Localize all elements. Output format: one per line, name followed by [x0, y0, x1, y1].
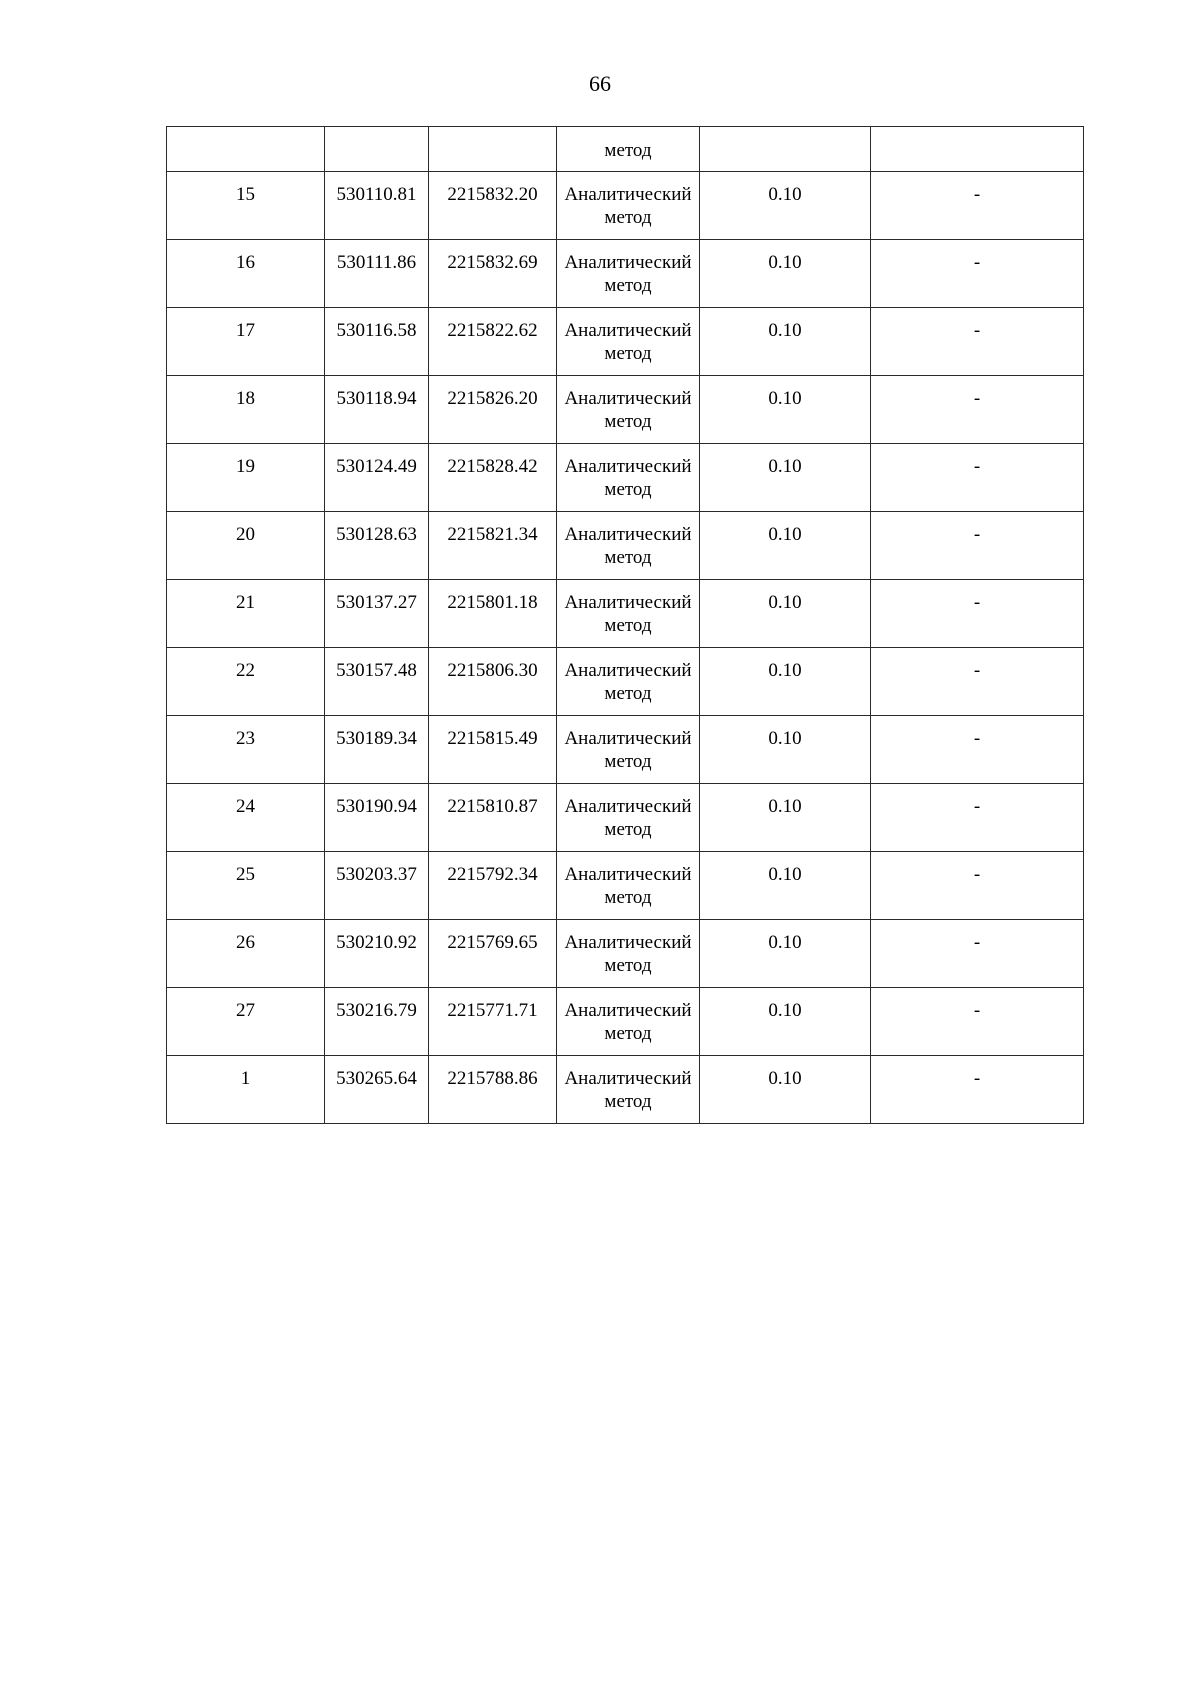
cell-note: - [871, 1056, 1084, 1124]
cell-num: 16 [167, 240, 325, 308]
cell-x: 530118.94 [325, 376, 429, 444]
table-row [167, 172, 1084, 240]
table-row [167, 376, 1084, 444]
cell-num: 20 [167, 512, 325, 580]
table-row [167, 716, 1084, 784]
cell-y: 2215832.69 [429, 240, 557, 308]
cell-x: 530111.86 [325, 240, 429, 308]
cell-note: - [871, 648, 1084, 716]
cell-num: 23 [167, 716, 325, 784]
cell-x: 530210.92 [325, 920, 429, 988]
table-row [167, 988, 1084, 1056]
cell-y: 2215801.18 [429, 580, 557, 648]
cell-accuracy: 0.10 [700, 172, 871, 240]
cell-num: 22 [167, 648, 325, 716]
method-line-2: метод [604, 819, 652, 840]
cell-accuracy: 0.10 [700, 580, 871, 648]
method-line-2: метод [604, 887, 652, 908]
cell-y: 2215828.42 [429, 444, 557, 512]
cell-note: - [871, 240, 1084, 308]
cell-note: - [871, 172, 1084, 240]
cell-method [557, 240, 700, 308]
cell-method [557, 784, 700, 852]
cell-note: - [871, 512, 1084, 580]
cell-x: 530216.79 [325, 988, 429, 1056]
cell-y: 2215792.34 [429, 852, 557, 920]
table-row [167, 784, 1084, 852]
cell-num: 1 [167, 1056, 325, 1124]
cell-method [557, 580, 700, 648]
cell-accuracy: 0.10 [700, 852, 871, 920]
method-line-2: метод [604, 955, 652, 976]
method-line-2: метод [604, 751, 652, 772]
cell-y: 2215788.86 [429, 1056, 557, 1124]
method-line-1: Аналитический [564, 796, 692, 817]
cell-num: 18 [167, 376, 325, 444]
method-line-2: метод [604, 683, 652, 704]
cell-method [557, 172, 700, 240]
cell-num: 17 [167, 308, 325, 376]
table-row [167, 444, 1084, 512]
method-line-2: метод [604, 615, 652, 636]
cell-method [557, 308, 700, 376]
cell-x: 530137.27 [325, 580, 429, 648]
table-row [167, 308, 1084, 376]
cell-note: - [871, 988, 1084, 1056]
cell-x [325, 127, 429, 172]
cell-method [557, 444, 700, 512]
cell-accuracy: 0.10 [700, 784, 871, 852]
method-line-1: Аналитический [564, 932, 692, 953]
cell-y: 2215822.62 [429, 308, 557, 376]
cell-accuracy: 0.10 [700, 988, 871, 1056]
cell-method [557, 988, 700, 1056]
method-line-1: Аналитический [564, 1068, 692, 1089]
table-row [167, 852, 1084, 920]
cell-method [557, 716, 700, 784]
method-line-2: метод [604, 207, 652, 228]
cell-x: 530203.37 [325, 852, 429, 920]
cell-x: 530110.81 [325, 172, 429, 240]
method-line-1: Аналитический [564, 320, 692, 341]
cell-accuracy: 0.10 [700, 716, 871, 784]
method-line-1: Аналитический [564, 252, 692, 273]
cell-method [557, 852, 700, 920]
cell-note: - [871, 376, 1084, 444]
cell-num: 21 [167, 580, 325, 648]
cell-method: метод [557, 127, 700, 172]
cell-y: 2215815.49 [429, 716, 557, 784]
table-row [167, 1056, 1084, 1124]
cell-note: - [871, 308, 1084, 376]
cell-num: 24 [167, 784, 325, 852]
page-number: 66 [589, 71, 611, 96]
table-row [167, 580, 1084, 648]
method-line-2: метод [604, 1091, 652, 1112]
cell-y [429, 127, 557, 172]
cell-method [557, 920, 700, 988]
cell-note: - [871, 920, 1084, 988]
cell-num: 25 [167, 852, 325, 920]
cell-y: 2215826.20 [429, 376, 557, 444]
cell-accuracy [700, 127, 871, 172]
cell-num: 27 [167, 988, 325, 1056]
cell-method [557, 648, 700, 716]
cell-x: 530128.63 [325, 512, 429, 580]
cell-accuracy: 0.10 [700, 920, 871, 988]
cell-note: - [871, 716, 1084, 784]
table-row [167, 512, 1084, 580]
method-line-2: метод [604, 479, 652, 500]
table-row [167, 240, 1084, 308]
cell-num [167, 127, 325, 172]
cell-y: 2215832.20 [429, 172, 557, 240]
method-line-2: метод [604, 411, 652, 432]
table-row [167, 648, 1084, 716]
cell-accuracy: 0.10 [700, 444, 871, 512]
cell-accuracy: 0.10 [700, 376, 871, 444]
cell-accuracy: 0.10 [700, 308, 871, 376]
cell-accuracy: 0.10 [700, 512, 871, 580]
cell-x: 530190.94 [325, 784, 429, 852]
method-line-1: Аналитический [564, 456, 692, 477]
method-line-1: Аналитический [564, 864, 692, 885]
cell-num: 15 [167, 172, 325, 240]
cell-accuracy: 0.10 [700, 648, 871, 716]
method-line-1: Аналитический [564, 1000, 692, 1021]
cell-note: - [871, 444, 1084, 512]
cell-x: 530116.58 [325, 308, 429, 376]
cell-note: - [871, 784, 1084, 852]
method-line-2: метод [604, 343, 652, 364]
cell-num: 26 [167, 920, 325, 988]
cell-x: 530265.64 [325, 1056, 429, 1124]
method-line-1: Аналитический [564, 660, 692, 681]
method-line-1: Аналитический [564, 524, 692, 545]
table-continuation-row [167, 127, 1084, 172]
table-row [167, 920, 1084, 988]
method-line-2: метод [604, 275, 652, 296]
cell-method [557, 376, 700, 444]
cell-accuracy: 0.10 [700, 1056, 871, 1124]
method-line-2: метод [604, 1023, 652, 1044]
cell-y: 2215771.71 [429, 988, 557, 1056]
cell-x: 530124.49 [325, 444, 429, 512]
cell-y: 2215806.30 [429, 648, 557, 716]
method-line-2: метод [604, 547, 652, 568]
cell-y: 2215821.34 [429, 512, 557, 580]
cell-y: 2215810.87 [429, 784, 557, 852]
method-line-1: Аналитический [564, 184, 692, 205]
cell-note: - [871, 852, 1084, 920]
cell-note: - [871, 580, 1084, 648]
cell-x: 530189.34 [325, 716, 429, 784]
coordinates-table [166, 126, 1084, 1124]
cell-x: 530157.48 [325, 648, 429, 716]
cell-num: 19 [167, 444, 325, 512]
table-body [167, 127, 1084, 1124]
method-line-1: Аналитический [564, 728, 692, 749]
cell-note [871, 127, 1084, 172]
cell-method [557, 512, 700, 580]
cell-y: 2215769.65 [429, 920, 557, 988]
cell-accuracy: 0.10 [700, 240, 871, 308]
method-line-1: Аналитический [564, 592, 692, 613]
method-line-1: Аналитический [564, 388, 692, 409]
cell-method [557, 1056, 700, 1124]
